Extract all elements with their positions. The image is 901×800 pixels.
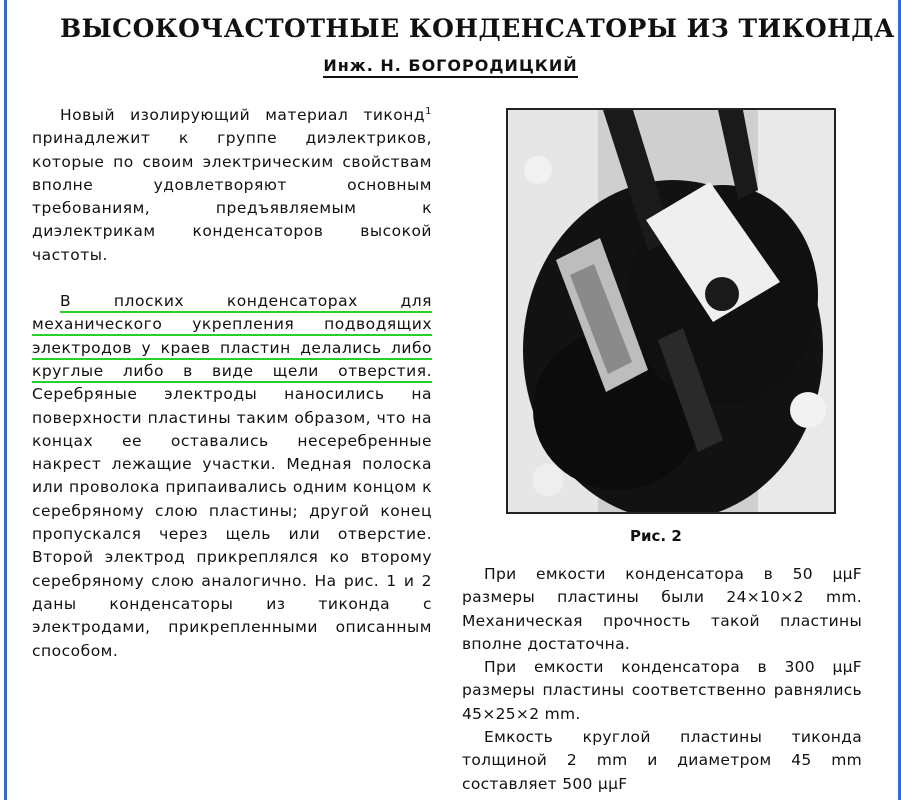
left-frame-line (4, 0, 7, 800)
article-author (0, 56, 901, 75)
paragraph-round-plate: Емкость круглой пластины тиконда толщиной 2 mm и диаметром 45 mm составляет 500 μμF (462, 728, 862, 793)
author-name: Инж. Н. БОГОРОДИЦКИЙ (323, 56, 577, 78)
capacitor-photo-image (508, 110, 834, 512)
left-column (32, 104, 432, 663)
figure-caption: Рис. 2 (630, 527, 682, 545)
right-column (462, 563, 862, 796)
figure-photo (506, 108, 836, 514)
paragraph-intro-text: Новый изолирующий материал тиконд (60, 106, 426, 124)
footnote-marker: 1 (425, 105, 432, 117)
paragraph-electrodes-rest: Серебряные электроды наносились на поверхности пластины таким образом, что на концах ее оставались несеребренные накрест лежащие участки. Медная полоска или проволока припаивались одним концом к серебряному слою пластины; другой конец пропускался через щель или отверстие. Второй электрод прикреплялся ко второму серебряному слою аналогично. На рис. 1 и 2 даны конденсаторы из тиконда с электродами, прикрепленными описанным способом. (32, 385, 432, 660)
highlighted-sentence: В плоских конденсаторах для механического укрепления подводящих электродов у краев пластин делались либо круглые либо в виде щели отверстия. (32, 292, 432, 380)
paragraph-intro-rest: принадлежит к группе диэлектриков, которые по своим электрическим свойствам вполне удовлетворяют основным требованиям, предъявляемым к диэлектрикам конденсаторов высокой частоты. (32, 129, 432, 264)
paragraph-300pf: При емкости конденсатора в 300 μμF размеры пластины соответственно равнялись 45×25×2 mm. (462, 658, 862, 723)
paragraph-50pf: При емкости конденсатора в 50 μμF размеры пластины были 24×10×2 mm. Механическая прочность такой пластины вполне достаточна. (462, 565, 862, 653)
article-title: ВЫСОКОЧАСТОТНЫЕ КОНДЕНСАТОРЫ ИЗ ТИКОНДА (60, 14, 895, 43)
paragraph-intro (32, 104, 432, 267)
paragraph-electrodes (32, 290, 432, 663)
